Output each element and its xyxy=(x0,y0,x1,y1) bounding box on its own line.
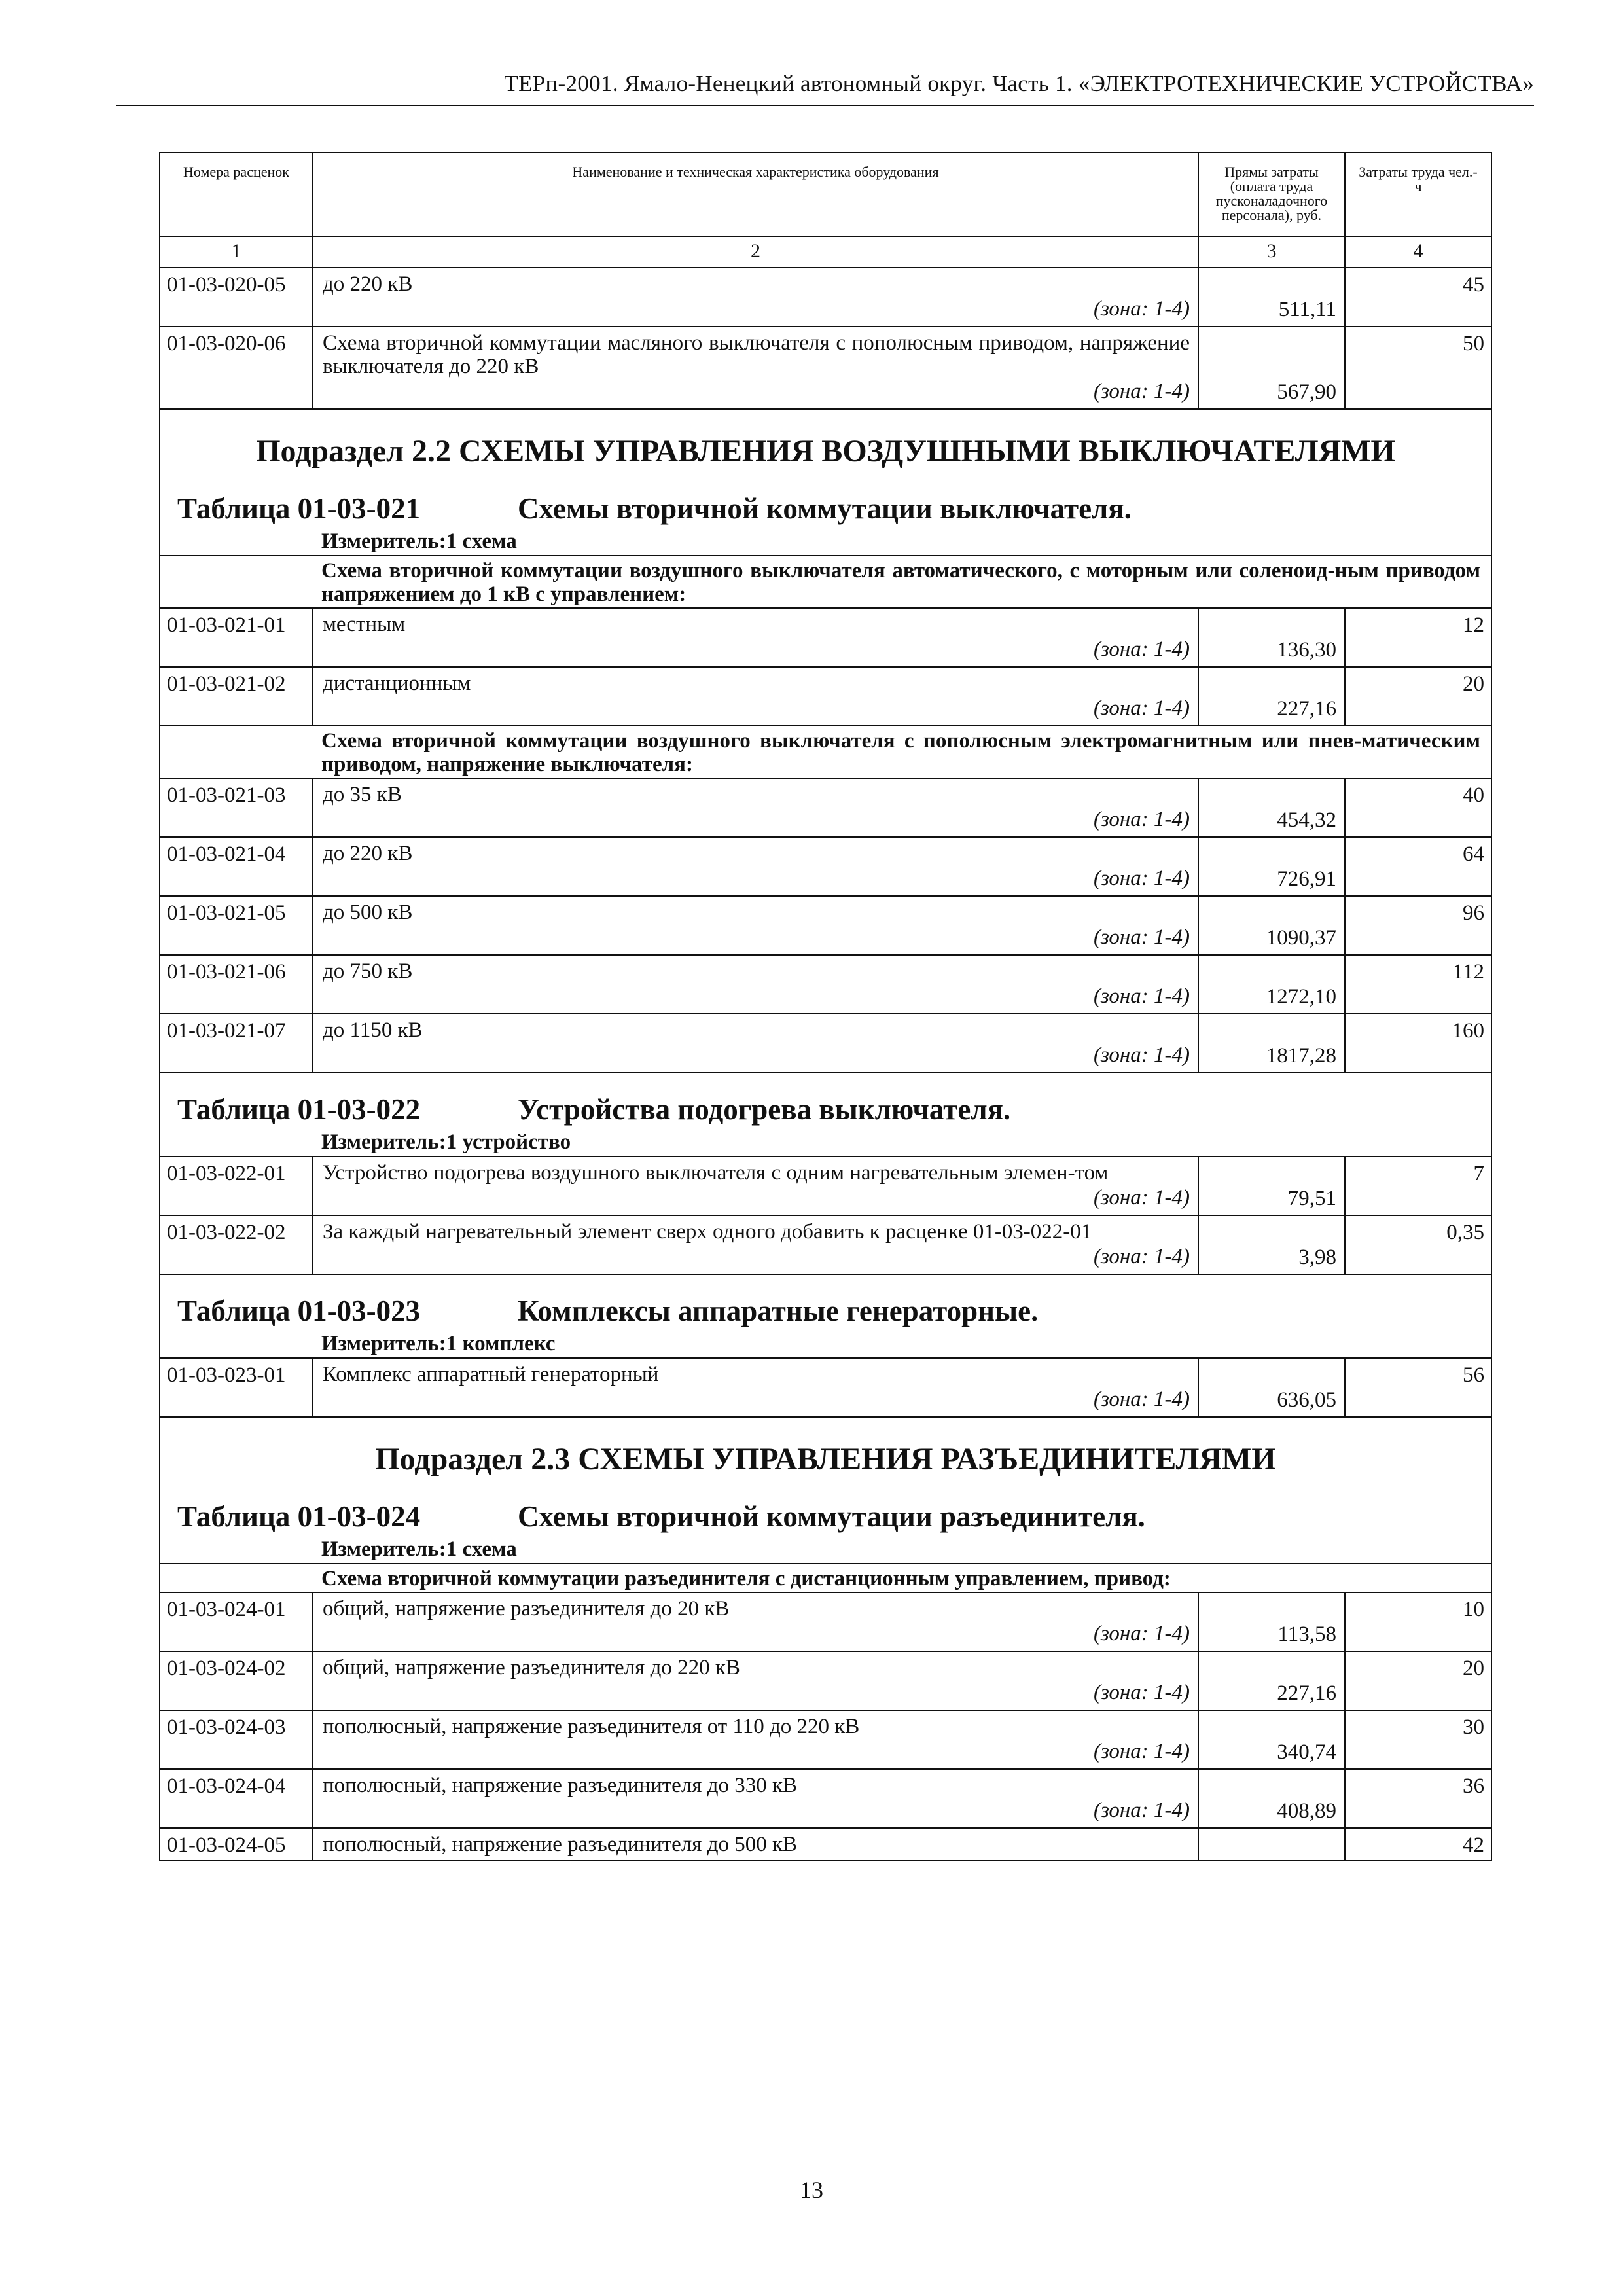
row-description-cell xyxy=(313,668,1199,725)
row-cost: 113,58 xyxy=(1199,1593,1346,1651)
row-code: 01-03-024-04 xyxy=(160,1770,313,1827)
row-name: до 220 кВ xyxy=(323,272,413,296)
running-header: ТЕРп-2001. Ямало-Ненецкий автономный округ. Часть 1. «ЭЛЕКТРОТЕХНИЧЕСКИЕ УСТРОЙСТВА» xyxy=(504,71,1534,96)
row-labor: 20 xyxy=(1463,1657,1484,1680)
row-cost: 1272,10 xyxy=(1199,956,1346,1013)
measurer: Измеритель:1 схема xyxy=(160,1535,1491,1564)
table-row xyxy=(160,1711,1491,1770)
row-code: 01-03-024-05 xyxy=(160,1829,313,1860)
row-zone: (зона: 1-4) xyxy=(1093,1799,1190,1822)
table-row xyxy=(160,1157,1491,1216)
column-number: 2 xyxy=(313,237,1199,267)
row-description-cell xyxy=(313,1157,1199,1215)
table-row xyxy=(160,1014,1491,1073)
row-cost: 511,11 xyxy=(1199,268,1346,326)
subsection-2-2 xyxy=(160,410,1491,1418)
table-name: Устройства подогрева выключателя. xyxy=(518,1093,1011,1126)
subsection-title: Подраздел 2.3 СХЕМЫ УПРАВЛЕНИЯ РАЗЪЕДИНИТЕЛЯМИ xyxy=(375,1442,1276,1477)
row-cost xyxy=(1199,1829,1346,1860)
table-row xyxy=(160,1216,1491,1275)
row-code: 01-03-024-02 xyxy=(160,1652,313,1710)
table-number: Таблица 01-03-023 xyxy=(177,1295,421,1327)
measurer: Измеритель:1 комплекс xyxy=(160,1330,1491,1359)
rows-021-a xyxy=(160,609,1491,726)
row-cost: 340,74 xyxy=(1199,1711,1346,1768)
table-title xyxy=(160,1275,1491,1330)
row-name: Устройство подогрева воздушного выключателя с одним нагревательным элемен-том xyxy=(323,1161,1109,1185)
top-rows xyxy=(160,268,1491,410)
row-code: 01-03-021-03 xyxy=(160,779,313,836)
row-description-cell xyxy=(313,1359,1199,1416)
row-description-cell xyxy=(313,1652,1199,1710)
row-cost: 454,32 xyxy=(1199,779,1346,836)
rows-023 xyxy=(160,1359,1491,1418)
row-zone: (зона: 1-4) xyxy=(1093,984,1190,1008)
row-name: до 750 кВ xyxy=(323,960,413,983)
row-labor: 40 xyxy=(1463,783,1484,807)
table-row xyxy=(160,1652,1491,1711)
row-description-cell xyxy=(313,609,1199,666)
page-number: 13 xyxy=(800,2177,823,2203)
table-name: Схемы вторичной коммутации разъединителя. xyxy=(518,1500,1145,1533)
row-labor: 56 xyxy=(1463,1363,1484,1387)
row-code: 01-03-024-03 xyxy=(160,1711,313,1768)
column-number: 1 xyxy=(160,237,313,267)
header-cost: Прямы затраты (оплата труда пусконаладочного персонала), руб. xyxy=(1199,153,1346,236)
row-code: 01-03-021-02 xyxy=(160,668,313,725)
row-name: За каждый нагревательный элемент сверх одного добавить к расценке 01-03-022-01 xyxy=(323,1220,1092,1244)
row-zone: (зона: 1-4) xyxy=(1093,1245,1190,1268)
table-row xyxy=(160,668,1491,726)
header-rule xyxy=(116,105,1534,106)
row-labor: 112 xyxy=(1452,960,1484,984)
row-cost: 1090,37 xyxy=(1199,897,1346,954)
rows-022 xyxy=(160,1157,1491,1275)
table-row xyxy=(160,956,1491,1014)
measurer: Измеритель:1 схема xyxy=(160,528,1491,556)
group-heading: Схема вторичной коммутации воздушного выключателя с пополюсным электромагнитным или пнев-матическим приводом, напряжение выключателя: xyxy=(160,726,1491,779)
row-zone: (зона: 1-4) xyxy=(1093,380,1190,403)
row-name: общий, напряжение разъединителя до 220 кВ xyxy=(323,1656,740,1679)
price-table xyxy=(159,152,1492,1861)
row-code: 01-03-021-01 xyxy=(160,609,313,666)
row-zone: (зона: 1-4) xyxy=(1093,1186,1190,1210)
table-title xyxy=(160,478,1491,528)
table-row xyxy=(160,1359,1491,1418)
table-name: Комплексы аппаратные генераторные. xyxy=(518,1295,1039,1327)
row-zone: (зона: 1-4) xyxy=(1093,808,1190,831)
row-zone: (зона: 1-4) xyxy=(1093,925,1190,949)
header-codes: Номера расценок xyxy=(160,153,313,236)
row-zone: (зона: 1-4) xyxy=(1093,867,1190,890)
table-row xyxy=(160,1829,1491,1861)
row-code: 01-03-021-06 xyxy=(160,956,313,1013)
row-description-cell xyxy=(313,1593,1199,1651)
row-description-cell xyxy=(313,956,1199,1013)
row-labor: 30 xyxy=(1463,1715,1484,1739)
row-labor: 64 xyxy=(1463,842,1484,866)
table-row xyxy=(160,1770,1491,1829)
table-number: Таблица 01-03-021 xyxy=(177,492,421,525)
row-description-cell xyxy=(313,779,1199,836)
row-cost: 408,89 xyxy=(1199,1770,1346,1827)
column-number: 4 xyxy=(1413,240,1423,262)
subsection-title: Подраздел 2.2 СХЕМЫ УПРАВЛЕНИЯ ВОЗДУШНЫМИ ВЫКЛЮЧАТЕЛЯМИ xyxy=(256,434,1395,469)
row-labor: 10 xyxy=(1463,1598,1484,1621)
row-zone: (зона: 1-4) xyxy=(1093,1388,1190,1411)
table-number: Таблица 01-03-022 xyxy=(177,1093,421,1126)
row-name: дистанционным xyxy=(323,672,471,695)
row-labor: 0,35 xyxy=(1446,1221,1484,1244)
row-name: Комплекс аппаратный генераторный xyxy=(323,1363,659,1386)
row-labor: 7 xyxy=(1473,1162,1484,1185)
row-labor: 42 xyxy=(1463,1833,1484,1857)
row-description-cell xyxy=(313,1014,1199,1072)
row-description-cell xyxy=(313,838,1199,895)
row-name: пополюсный, напряжение разъединителя от 110 до 220 кВ xyxy=(323,1715,860,1738)
row-cost: 567,90 xyxy=(1199,327,1346,408)
rows-024 xyxy=(160,1593,1491,1861)
group-heading: Схема вторичной коммутации воздушного выключателя автоматического, с моторным или соленоид-ным приводом напряжением до 1 кВ с управлением: xyxy=(160,556,1491,609)
row-cost: 79,51 xyxy=(1199,1157,1346,1215)
table-row xyxy=(160,897,1491,956)
measurer: Измеритель:1 устройство xyxy=(160,1128,1491,1157)
row-code: 01-03-020-05 xyxy=(160,268,313,326)
row-cost: 227,16 xyxy=(1199,668,1346,725)
table-row xyxy=(160,268,1491,327)
table-title xyxy=(160,1073,1491,1128)
table-title xyxy=(160,1486,1491,1535)
table-row xyxy=(160,327,1491,410)
row-code: 01-03-021-07 xyxy=(160,1014,313,1072)
row-code: 01-03-023-01 xyxy=(160,1359,313,1416)
table-name: Схемы вторичной коммутации выключателя. xyxy=(518,492,1132,525)
table-header xyxy=(160,153,1491,237)
row-cost: 636,05 xyxy=(1199,1359,1346,1416)
row-code: 01-03-022-01 xyxy=(160,1157,313,1215)
table-row xyxy=(160,838,1491,897)
row-name: до 220 кВ xyxy=(323,842,413,865)
column-numbers xyxy=(160,237,1491,268)
row-code: 01-03-020-06 xyxy=(160,327,313,408)
row-zone: (зона: 1-4) xyxy=(1093,696,1190,720)
row-cost: 3,98 xyxy=(1199,1216,1346,1274)
row-labor: 96 xyxy=(1463,901,1484,925)
row-code: 01-03-021-05 xyxy=(160,897,313,954)
row-labor: 160 xyxy=(1452,1019,1484,1043)
table-number: Таблица 01-03-024 xyxy=(177,1500,421,1533)
column-number: 3 xyxy=(1199,237,1346,267)
row-cost: 726,91 xyxy=(1199,838,1346,895)
subsection-2-3 xyxy=(160,1418,1491,1861)
row-name: общий, напряжение разъединителя до 20 кВ xyxy=(323,1597,730,1621)
row-zone: (зона: 1-4) xyxy=(1093,1043,1190,1067)
row-description-cell xyxy=(313,1216,1199,1274)
row-cost: 227,16 xyxy=(1199,1652,1346,1710)
row-zone: (зона: 1-4) xyxy=(1093,1681,1190,1704)
row-code: 01-03-024-01 xyxy=(160,1593,313,1651)
table-row xyxy=(160,1593,1491,1652)
row-zone: (зона: 1-4) xyxy=(1093,637,1190,661)
row-description-cell xyxy=(313,1711,1199,1768)
row-name: до 500 кВ xyxy=(323,901,413,924)
row-description-cell xyxy=(313,1829,1199,1860)
row-labor: 50 xyxy=(1463,332,1484,355)
row-code: 01-03-022-02 xyxy=(160,1216,313,1274)
row-description-cell xyxy=(313,1770,1199,1827)
row-name: до 1150 кВ xyxy=(323,1018,423,1042)
row-name: до 35 кВ xyxy=(323,783,402,806)
row-cost: 136,30 xyxy=(1199,609,1346,666)
row-name: Схема вторичной коммутации масляного выключателя с пополюсным приводом, напряжение выключателя до 220 кВ xyxy=(323,331,1190,378)
row-labor: 45 xyxy=(1463,273,1484,296)
row-labor: 12 xyxy=(1463,613,1484,637)
row-zone: (зона: 1-4) xyxy=(1093,1622,1190,1645)
table-row xyxy=(160,609,1491,668)
row-zone: (зона: 1-4) xyxy=(1093,297,1190,321)
row-labor: 36 xyxy=(1463,1774,1484,1798)
table-row xyxy=(160,779,1491,838)
header-name: Наименование и техническая характеристика оборудования xyxy=(313,153,1199,236)
row-description-cell xyxy=(313,897,1199,954)
row-name: местным xyxy=(323,613,406,636)
row-description-cell xyxy=(313,268,1199,326)
rows-021-b xyxy=(160,779,1491,1073)
row-code: 01-03-021-04 xyxy=(160,838,313,895)
group-heading: Схема вторичной коммутации разъединителя с дистанционным управлением, привод: xyxy=(160,1564,1491,1593)
row-labor: 20 xyxy=(1463,672,1484,696)
row-zone: (зона: 1-4) xyxy=(1093,1740,1190,1763)
row-cost: 1817,28 xyxy=(1199,1014,1346,1072)
header-labor: Затраты труда чел.-ч xyxy=(1359,164,1478,194)
row-name: пополюсный, напряжение разъединителя до 330 кВ xyxy=(323,1774,798,1797)
row-name: пополюсный, напряжение разъединителя до 500 кВ xyxy=(323,1833,798,1856)
row-description-cell xyxy=(313,327,1199,408)
